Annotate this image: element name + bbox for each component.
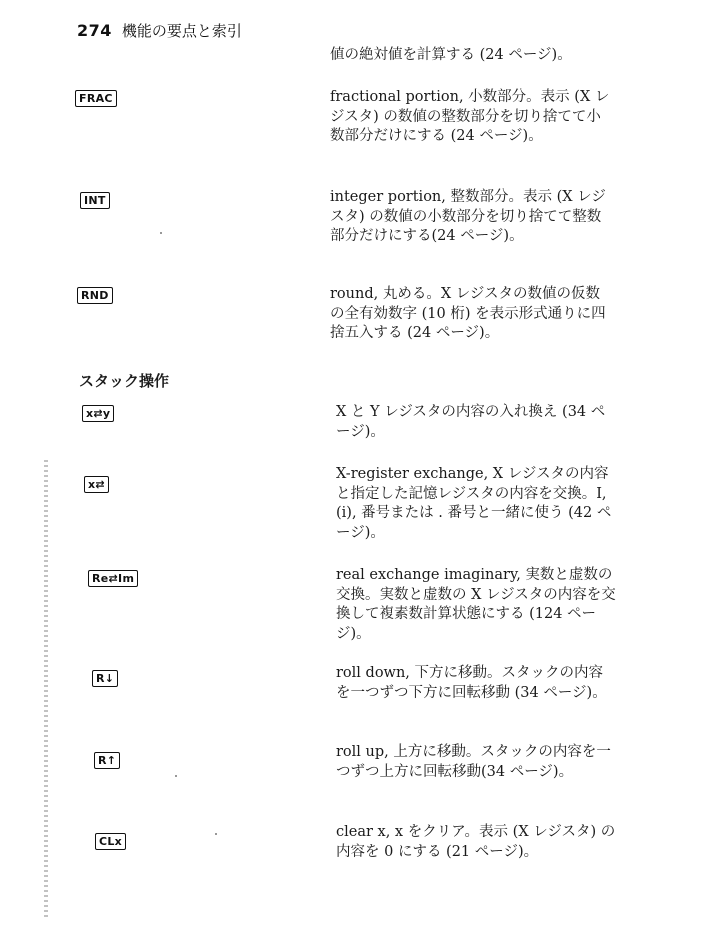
int-key: INT — [80, 192, 110, 209]
speck-mark — [175, 775, 177, 777]
x-exchange-key: x⇄ — [84, 476, 109, 493]
entry-int-desc: integer portion, 整数部分。表示 (X レジスタ) の数値の小数部分を切り捨てて整数部分だけにする(24 ページ)。 — [330, 189, 606, 244]
re-im-key: Re⇄Im — [88, 570, 138, 587]
frac-key: FRAC — [75, 90, 117, 107]
entry-abs-desc: 値の絶対値を計算する (24 ページ)。 — [330, 47, 572, 63]
entry-x-exchange-desc: X-register exchange, X レジスタの内容と指定した記憶レジスタの内容を交換。I, (i), 番号または . 番号と一緒に使う (42 ページ)。 — [336, 466, 612, 541]
speck-mark — [160, 232, 162, 234]
binding-edge — [44, 460, 48, 920]
x-exchange-y-key: x⇄y — [82, 405, 114, 422]
page-title: 機能の要点と索引 — [121, 22, 242, 40]
rnd-key: RND — [77, 287, 113, 304]
entry-re-im-desc: real exchange imaginary, 実数と虚数の交換。実数と虚数の X レジスタの内容を交換して複素数計算状態にする (124 ページ)。 — [336, 567, 616, 642]
clx-key: CLx — [95, 833, 126, 850]
entry-frac-desc: fractional portion, 小数部分。表示 (X レジスタ) の数値の整数部分を切り捨てて小数部分だけにする (24 ページ)。 — [330, 89, 610, 144]
page-header — [77, 20, 242, 41]
entry-roll-up-desc: roll up, 上方に移動。スタックの内容を一つずつ上方に回転移動(34 ページ)。 — [336, 744, 611, 780]
speck-mark — [215, 833, 217, 835]
entry-rnd-desc: round, 丸める。X レジスタの数値の仮数の全有効数字 (10 桁) を表示形式通りに四捨五入する (24 ページ)。 — [330, 286, 606, 341]
entry-clx-desc: clear x, x をクリア。表示 (X レジスタ) の内容を 0 にする (21 ページ)。 — [336, 824, 616, 860]
entry-xy-desc: X と Y レジスタの内容の入れ換え (34 ページ)。 — [336, 404, 606, 440]
roll-up-key: R↑ — [94, 752, 120, 769]
page-number: 274 — [77, 21, 112, 40]
section-heading-stack: スタック操作 — [79, 372, 170, 390]
roll-down-key: R↓ — [92, 670, 118, 687]
entry-roll-down-desc: roll down, 下方に移動。スタックの内容を一つずつ下方に回転移動 (34 ページ)。 — [336, 665, 607, 701]
